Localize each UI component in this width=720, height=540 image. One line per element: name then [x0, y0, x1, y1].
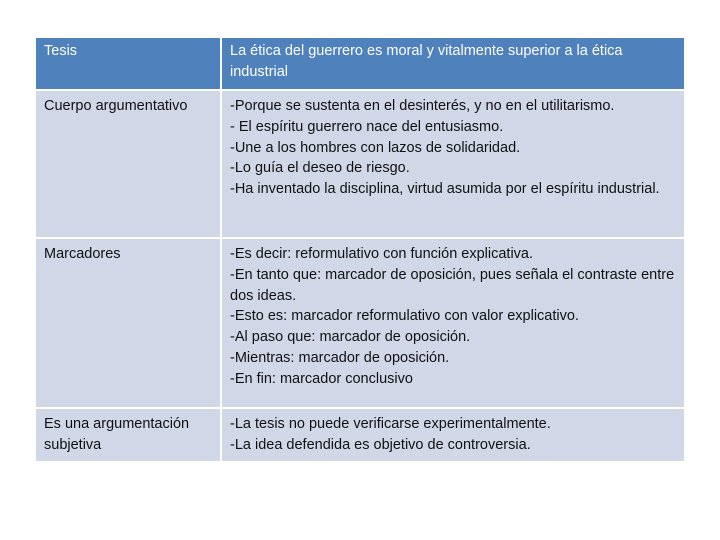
- header-thesis-cell: La ética del guerrero es moral y vitalmente superior a la ética industrial: [222, 38, 684, 89]
- row-label-cell: Cuerpo argumentativo: [36, 91, 222, 237]
- header-label-cell: Tesis: [36, 38, 222, 89]
- row-content-cell: -Es decir: reformulativo con función explicativa. -En tanto que: marcador de oposición, pues señala el contraste entre dos ideas. -Esto es: marcador reformulativo con valor explicativo. -Al paso que: marcador de oposición. -Mientras: marcador de oposición. -En fin: marcador conclusivo: [222, 239, 684, 407]
- argument-table: [36, 38, 684, 463]
- row-label-cell: Marcadores: [36, 239, 222, 407]
- row-label-cell: Es una argumentación subjetiva: [36, 409, 222, 461]
- table-row: [36, 409, 684, 463]
- row-content-cell: -La tesis no puede verificarse experimentalmente. -La idea defendida es objetivo de controversia.: [222, 409, 684, 461]
- table-row: [36, 91, 684, 239]
- table-row: [36, 239, 684, 409]
- table-header-row: [36, 38, 684, 91]
- row-content-cell: -Porque se sustenta en el desinterés, y no en el utilitarismo. - El espíritu guerrero nace del entusiasmo. -Une a los hombres con lazos de solidaridad. -Lo guía el deseo de riesgo. -Ha inventado la disciplina, virtud asumida por el espíritu industrial.: [222, 91, 684, 237]
